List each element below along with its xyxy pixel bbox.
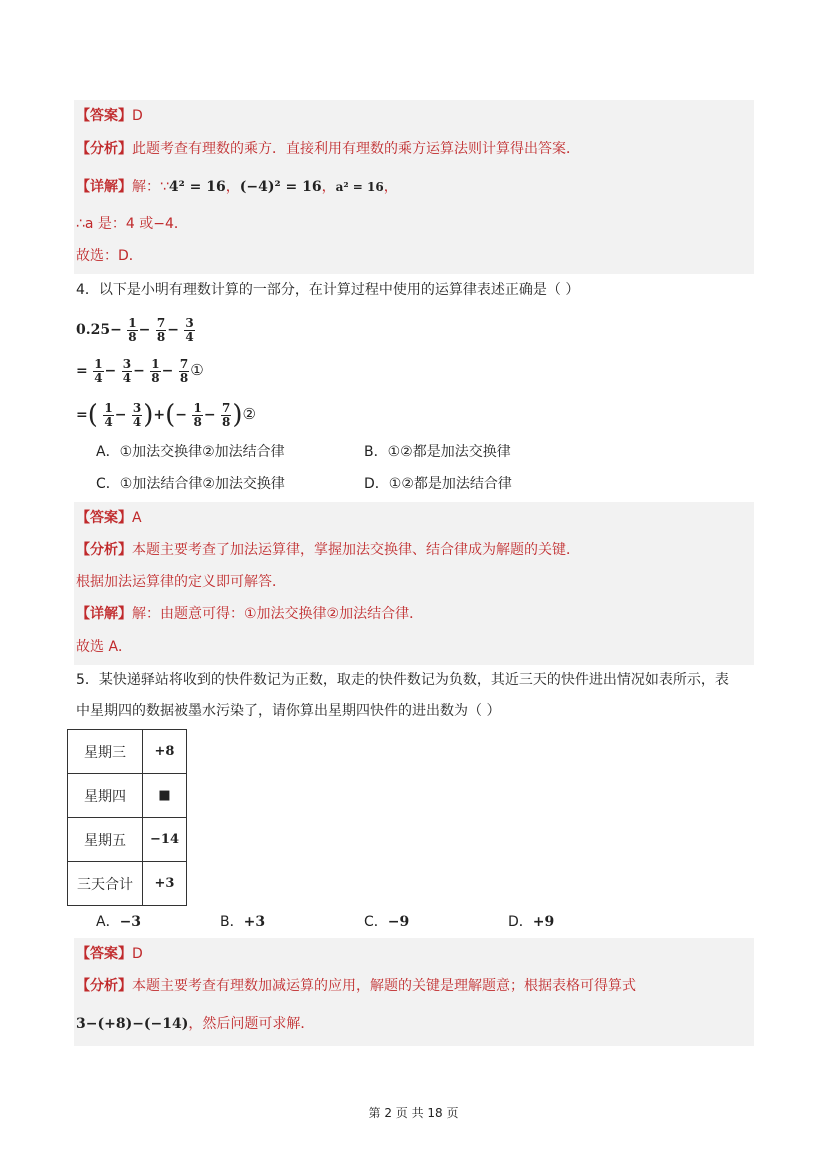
fraction: $\frac{1}{8}$ [193,400,202,429]
q5-answer: 【答案】D [76,946,143,962]
q5-option-c: C．−9 [364,914,410,930]
q5-analysis: 【分析】本题主要考查有理数加减运算的应用，解题的关键是理解题意；根据表格可得算式 [76,978,636,994]
q4-detail: 【详解】解：由题意可得：①加法交换律②加法结合律． [76,606,424,622]
q4-question: 4．以下是小明有理数计算的一部分，在计算过程中使用的运算律表述正确是（ ） [76,282,580,298]
q4-option-d: D．①②都是加法结合律 [364,476,512,492]
q5-option-a: A．−3 [96,914,142,930]
fraction: $\frac{3}{4}$ [185,315,194,344]
fraction: $\frac{1}{4}$ [94,356,103,385]
ink-blot: ■ [143,774,187,818]
q4-expression-line1: 0.25− $\frac{1}{8}$ − $\frac{7}{8}$ − $\frac{3}{4}$ [76,315,194,344]
q5-option-d: D．+9 [508,914,555,930]
q5-data-table [67,729,187,906]
q3-conclusion: ∴a 是：4 或−4． [76,216,188,232]
q5-question-line1: 5．某快递驿站将收到的快件数记为正数，取走的快件数记为负数，其近三天的快件进出情况如表所示，表 [76,672,729,688]
q4-analysis: 【分析】本题主要考查了加法运算律，掌握加法交换律、结合律成为解题的关键． [76,542,580,558]
q4-analysis-2: 根据加法运算律的定义即可解答． [76,574,286,590]
table-row: 三天合计 +3 [68,862,187,906]
table-row: 星期三 +8 [68,730,187,774]
q4-answer: 【答案】A [76,510,142,526]
q5-formula-line: 3−(+8)−(−14)，然后问题可求解． [76,1016,315,1032]
q5-option-b: B．+3 [220,914,266,930]
fraction: $\frac{1}{8}$ [128,315,137,344]
q4-option-c: C．①加法结合律②加法交换律 [96,476,285,492]
fraction: $\frac{1}{8}$ [151,356,160,385]
q3-analysis: 【分析】此题考查有理数的乘方．直接利用有理数的乘方运算法则计算得出答案． [76,141,580,157]
q4-expression-line2: = $\frac{1}{4}$ − $\frac{3}{4}$ − $\frac{1}{8}$ − $\frac{7}{8}$ ① [76,356,204,385]
q3-answer: 【答案】D [76,108,143,124]
q3-detail: 【详解】解：∵4² = 16，(−4)² = 16，a² = 16， [76,179,398,195]
fraction: $\frac{3}{4}$ [122,356,132,385]
q4-choice: 故选 A． [76,639,133,655]
q3-choice: 故选：D． [76,248,143,264]
fraction: $\frac{3}{4}$ [132,400,142,429]
q4-option-a: A．①加法交换律②加法结合律 [96,444,285,460]
fraction: $\frac{7}{8}$ [222,400,231,429]
fraction: $\frac{1}{4}$ [104,400,113,429]
table-row: 星期五 −14 [68,818,187,862]
q4-expression-line3: =( $\frac{1}{4}$ − $\frac{3}{4}$ )+(− $\frac{1}{8}$ − $\frac{7}{8}$ )② [76,400,256,430]
table-row: 星期四 ■ [68,774,187,818]
fraction: $\frac{7}{8}$ [179,356,189,385]
page-footer: 第 2 页 共 18 页 [368,1106,459,1120]
q4-option-b: B．①②都是加法交换律 [364,444,511,460]
q5-question-line2: 中星期四的数据被墨水污染了，请你算出星期四快件的进出数为（ ） [76,703,501,719]
fraction: $\frac{7}{8}$ [156,315,166,344]
